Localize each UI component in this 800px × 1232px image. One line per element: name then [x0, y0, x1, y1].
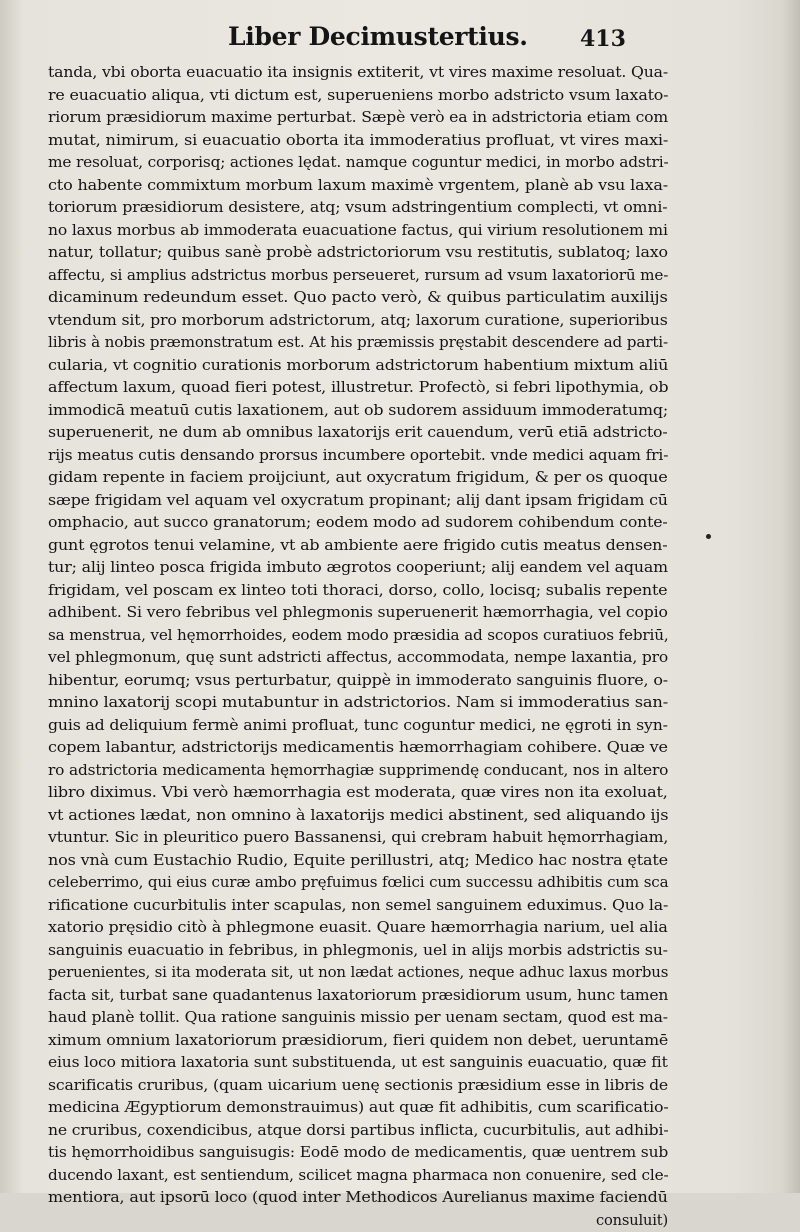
text-line: medicina Ægyptiorum demonstrauimus) aut quæ fit adhibitis, cum scarificatio-	[48, 1097, 719, 1120]
text-line: tis hęmorrhoidibus sanguisugis: Eodē modo de medicamentis, quæ uentrem sub	[48, 1142, 706, 1165]
text-line: xatorio pręsidio citò à phlegmone euasit. Quare hæmorrhagia narium, uel alia	[48, 917, 725, 940]
text-line: sæpe frigidam vel aquam vel oxycratum propinant; alij dant ipsam frigidam cū	[48, 490, 721, 513]
text-line: omphacio, aut succo granatorum; eodem modo ad sudorem cohibendum conte-	[48, 512, 715, 535]
text-line: mentiora, aut ipsorū loco (quod inter Methodicos Aurelianus maxime faciendū	[48, 1187, 724, 1210]
text-line: me resoluat, corporisq; actiones lędat. namque coguntur medici, in morbo adstri-	[48, 152, 698, 175]
text-line: dicaminum redeundum esset. Quo pacto verò, & quibus particulatim auxilijs	[48, 287, 741, 310]
page-number: 413	[580, 26, 626, 52]
text-line: vtendum sit, pro morborum adstrictorum, atq; laxorum curatione, superioribus	[48, 310, 717, 333]
text-line: haud planè tollit. Qua ratione sanguinis missio per uenam sectam, quod est ma-	[48, 1007, 711, 1030]
text-line: facta sit, turbat sane quadantenus laxatoriorum præsidiorum usum, hunc tamen	[48, 985, 706, 1008]
text-line: guis ad deliquium fermè animi profluat, tunc coguntur medici, ne ęgroti in syn-	[48, 715, 715, 738]
text-line: vt actiones lædat, non omnino à laxatorijs medici abstinent, sed aliquando ijs	[48, 805, 734, 828]
text-line: gunt ęgrotos tenui velamine, vt ab ambiente aere frigido cutis meatus densen-	[48, 535, 722, 558]
text-line: tur; alij linteo posca frigida imbuto ægrotos cooperiunt; alij eandem vel aquam	[48, 557, 719, 580]
text-line: cularia, vt cognitio curationis morborum adstrictorum habentium mixtum aliū	[48, 355, 727, 378]
text-line: natur, tollatur; quibus sanè probè adstrictoriorum vsu restitutis, sublatoq; laxo	[48, 242, 720, 265]
text-line: toriorum præsidiorum desistere, atq; vsum adstringentium complecti, vt omni-	[48, 197, 719, 220]
text-line: rijs meatus cutis densando prorsus incumbere oportebit. vnde medici aquam fri-	[48, 445, 706, 468]
text-line: rificatione cucurbitulis inter scapulas, non semel sanguinem eduximus. Quo la-	[48, 895, 718, 918]
text-line: libris à nobis præmonstratum est. At his præmissis pręstabit descendere ad parti-	[48, 332, 693, 355]
text-line: mutat, nimirum, si euacuatio oborta ita immoderatius profluat, vt vires maxi-	[48, 130, 736, 153]
text-line: ro adstrictoria medicamenta hęmorrhagiæ supprimendę conducant, nos in altero	[48, 760, 699, 783]
text-line: ducendo laxant, est sentiendum, scilicet magna pharmaca non conuenire, sed cle-	[48, 1165, 694, 1188]
text-line: copem labantur, adstrictorijs medicamentis hæmorrhagiam cohibere. Quæ ve	[48, 737, 728, 760]
text-line: scarificatis cruribus, (quam uicarium uenę sectionis præsidium esse in libris de	[48, 1075, 713, 1098]
body-text	[48, 62, 668, 1232]
text-line: nos vnà cum Eustachio Rudio, Equite perillustri, atq; Medico hac nostra ętate	[48, 850, 728, 873]
text-line: affectu, si amplius adstrictus morbus perseueret, rursum ad vsum laxatoriorū me-	[48, 265, 693, 288]
text-line: adhibent. Si vero febribus vel phlegmonis superuenerit hæmorrhagia, vel copio	[48, 602, 713, 625]
text-line: mnino laxatorij scopi mutabuntur in adstrictorios. Nam si immoderatius san-	[48, 692, 738, 715]
text-line: riorum præsidiorum maxime perturbat. Sæpè verò ea in adstrictoria etiam com	[48, 107, 712, 130]
text-line: no laxus morbus ab immoderata euacuatione factus, qui virium resolutionem mi	[48, 220, 708, 243]
text-line: sa menstrua, vel hęmorrhoides, eodem modo præsidia ad scopos curatiuos febriū,	[48, 625, 693, 648]
text-line: eius loco mitiora laxatoria sunt substituenda, ut est sanguinis euacuatio, quæ fit	[48, 1052, 706, 1075]
text-line: vel phlegmonum, quę sunt adstricti affectus, accommodata, nempe laxantia, pro	[48, 647, 706, 670]
text-line: sanguinis euacuatio in febribus, in phlegmonis, uel in alijs morbis adstrictis su-	[48, 940, 717, 963]
ink-spot	[706, 534, 711, 539]
text-line: libro diximus. Vbi verò hæmorrhagia est moderata, quæ vires non ita exoluat,	[48, 782, 727, 805]
text-line: immodicā meatuū cutis laxationem, aut ob sudorem assiduum immoderatumq;	[48, 400, 721, 423]
text-line: frigidam, vel poscam ex linteo toti thoraci, dorso, collo, locisq; subalis repente	[48, 580, 724, 603]
text-line: tanda, vbi oborta euacuatio ita insignis extiterit, vt vires maxime resoluat. Qua-	[48, 62, 714, 85]
text-line: superuenerit, ne dum ab omnibus laxatorijs erit cauendum, verū etiā adstricto-	[48, 422, 717, 445]
text-line: vtuntur. Sic in pleuritico puero Bassanensi, qui crebram habuit hęmorrhagiam,	[48, 827, 718, 850]
page-edge-shadow	[782, 0, 800, 1193]
text-line: re euacuatio aliqua, vti dictum est, superueniens morbo adstricto vsum laxato-	[48, 85, 721, 108]
running-head: Liber Decimustertius.	[228, 22, 528, 51]
text-line: celeberrimo, qui eius curæ ambo pręfuimus fœlici cum successu adhibitis cum sca	[48, 872, 689, 895]
text-line: ne cruribus, coxendicibus, atque dorsi partibus inflicta, cucurbitulis, aut adhibi-	[48, 1120, 711, 1143]
text-line: ximum omnium laxatoriorum præsidiorum, fieri quidem non debet, ueruntamē	[48, 1030, 720, 1053]
text-line: cto habente commixtum morbum laxum maximè vrgentem, planè ab vsu laxa-	[48, 175, 728, 198]
text-line: affectum laxum, quoad fieri potest, illustretur. Profectò, si febri lipothymia, ob	[48, 377, 725, 400]
text-line: peruenientes, si ita moderata sit, ut non lædat actiones, neque adhuc laxus morbus	[48, 962, 682, 985]
text-line: hibentur, eorumq; vsus perturbatur, quippè in immoderato sanguinis fluore, o-	[48, 670, 724, 693]
text-line: consuluit)	[48, 1210, 668, 1232]
text-line: gidam repente in faciem proijciunt, aut oxycratum frigidum, & per os quoque	[48, 467, 731, 490]
page-header	[228, 22, 628, 56]
